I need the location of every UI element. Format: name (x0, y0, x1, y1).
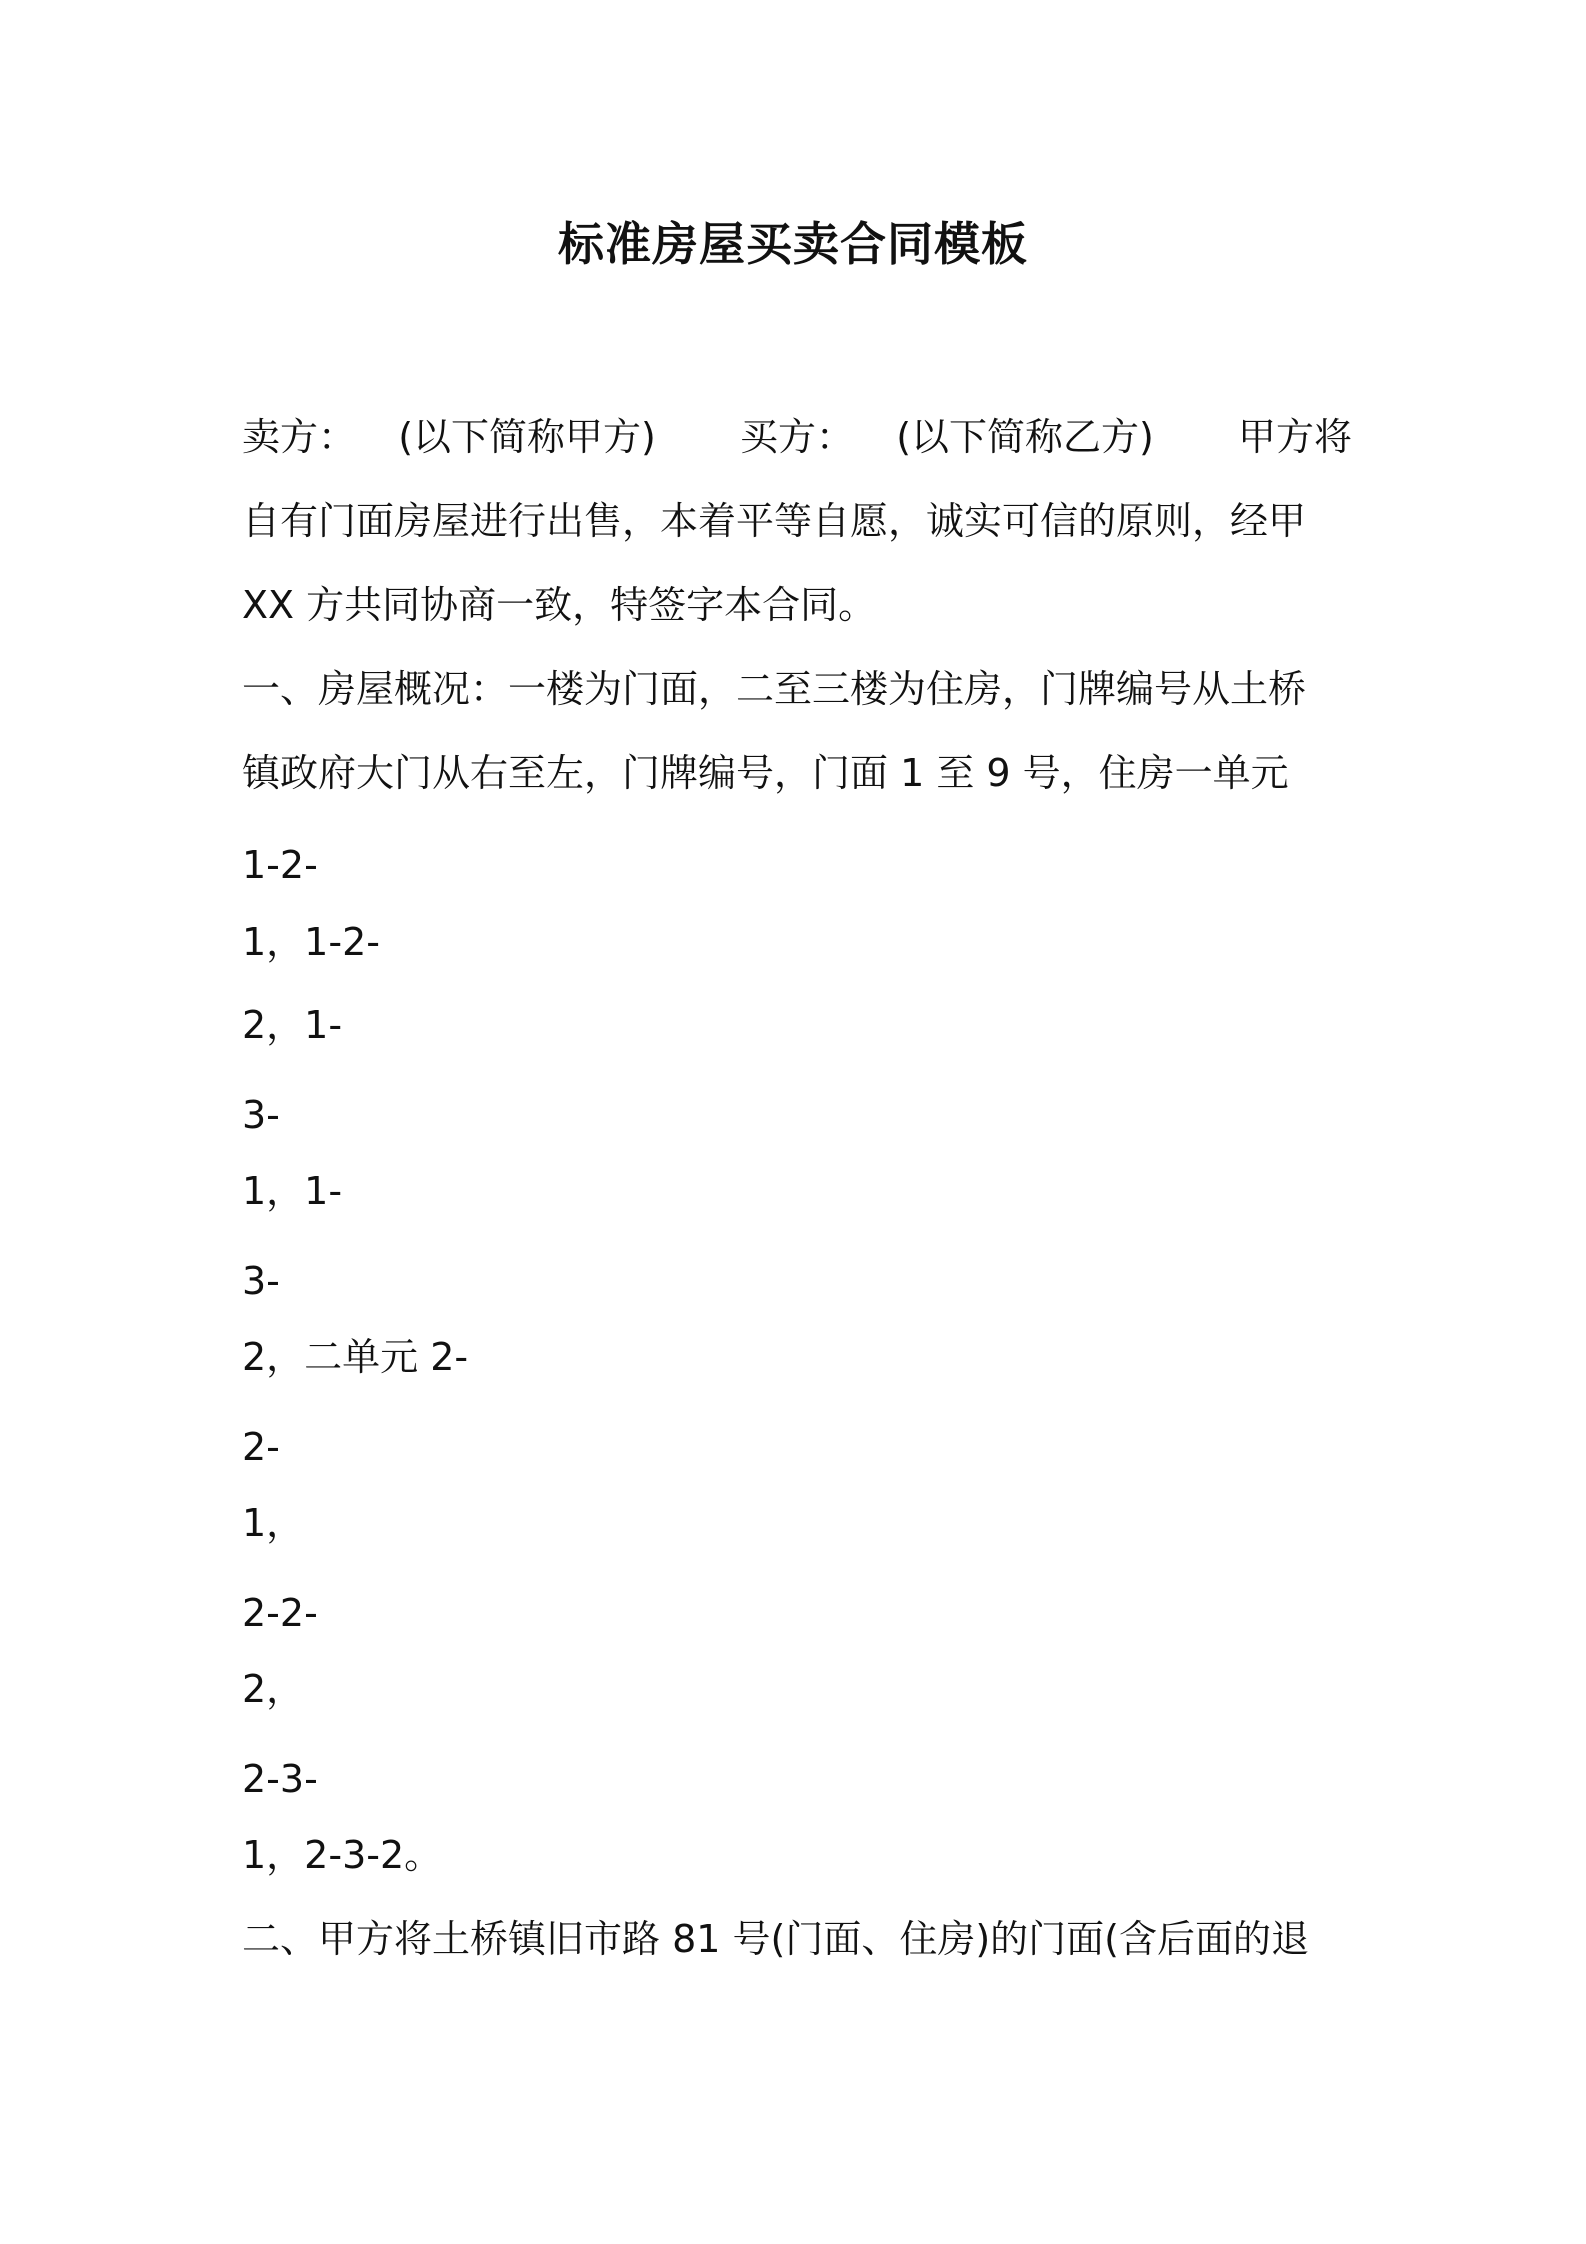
section1-fragment: 1，1- (242, 1169, 343, 1213)
section1-fragment: 1，2-3-2。 (242, 1833, 443, 1877)
section1-fragment: 3- (242, 1093, 280, 1137)
parties-line-end: 甲方将 (1237, 415, 1352, 459)
document-title: 标准房屋买卖合同模板 (558, 217, 1028, 271)
section1-fragment: 2，二单元 2- (242, 1335, 469, 1379)
section1-fragment: 1，1-2- (242, 920, 380, 964)
seller-label: 卖方： (242, 415, 357, 459)
buyer-party (740, 412, 1154, 462)
section1-fragment: 3- (242, 1259, 280, 1303)
section1-fragment: 2- (242, 1425, 280, 1469)
buyer-note: (以下简称乙方) (896, 415, 1154, 459)
para1-line-2: 自有门面房屋进行出售，本着平等自愿，诚实可信的原则，经甲 (242, 499, 1307, 543)
buyer-label: 买方： (739, 415, 854, 459)
section1-fragment: 2-2- (242, 1591, 318, 1635)
section1-fragment: 1-2- (242, 843, 318, 887)
para1-line-3: XX 方共同协商一致，特签字本合同。 (242, 583, 877, 627)
section1-fragment: 1， (242, 1501, 305, 1545)
parties-line (242, 412, 1352, 462)
section1-line-2: 镇政府大门从右至左，门牌编号，门面 1 至 9 号，住房一单元 (242, 751, 1289, 795)
section1-line-1: 一、房屋概况：一楼为门面，二至三楼为住房，门牌编号从土桥 (242, 667, 1307, 711)
seller-party (242, 412, 656, 462)
section2-line-1: 二、甲方将土桥镇旧市路 81 号(门面、住房)的门面(含后面的退 (242, 1917, 1309, 1961)
seller-note: (以下简称甲方) (398, 415, 656, 459)
section1-fragment: 2-3- (242, 1757, 318, 1801)
section1-fragment: 2， (242, 1667, 305, 1711)
section1-fragment: 2，1- (242, 1003, 343, 1047)
